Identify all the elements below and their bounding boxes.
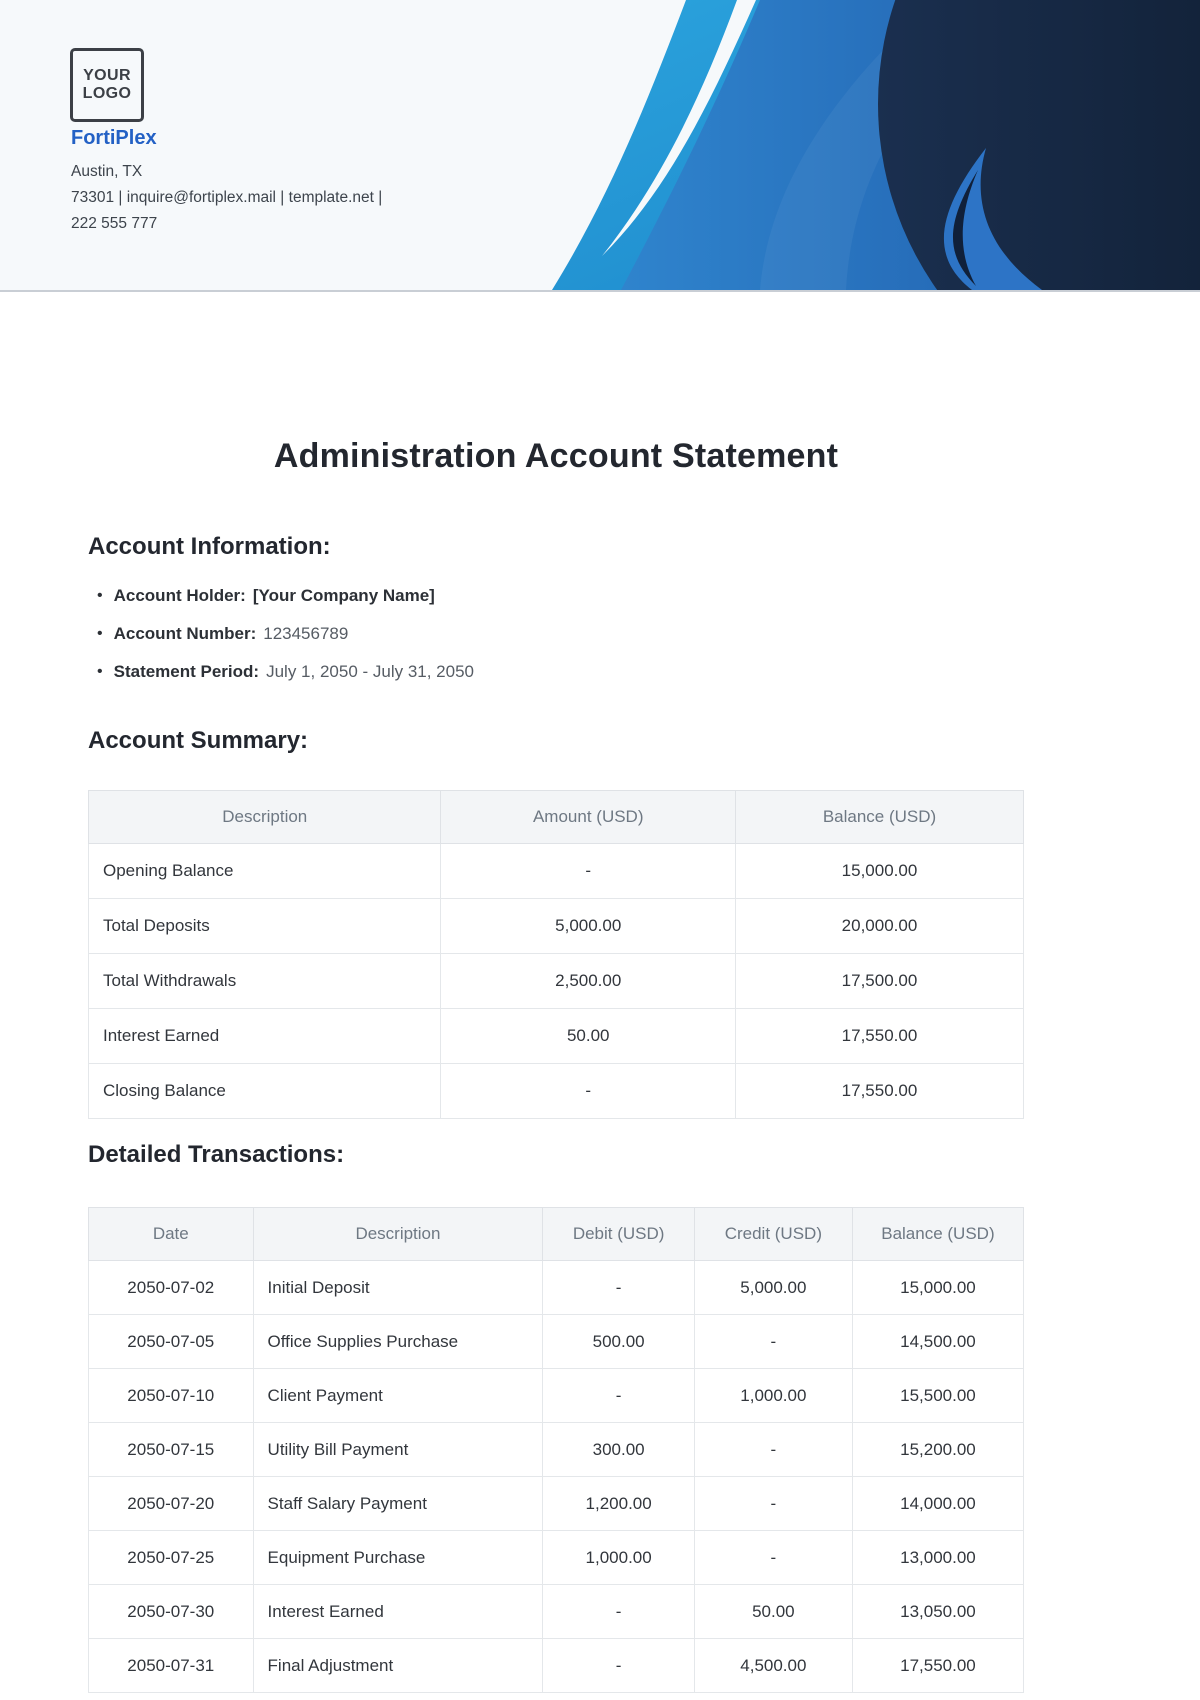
cell-description: Staff Salary Payment: [253, 1477, 543, 1531]
column-header: Debit (USD): [543, 1208, 694, 1261]
cell-balance: 15,000.00: [736, 844, 1024, 899]
table-row: [89, 1423, 1024, 1477]
column-header: Balance (USD): [736, 791, 1024, 844]
cell-balance: 15,200.00: [852, 1423, 1023, 1477]
table-row: [89, 1477, 1024, 1531]
detailed-transactions-heading: Detailed Transactions:: [88, 1141, 345, 1168]
table-row: [89, 1585, 1024, 1639]
cell-date: 2050-07-02: [89, 1261, 254, 1315]
cell-debit: -: [543, 1261, 694, 1315]
cell-debit: 300.00: [543, 1423, 694, 1477]
cell-date: 2050-07-20: [89, 1477, 254, 1531]
detailed-transactions-table: [88, 1207, 1024, 1693]
cell-credit: 5,000.00: [694, 1261, 852, 1315]
cell-date: 2050-07-05: [89, 1315, 254, 1369]
cell-debit: 500.00: [543, 1315, 694, 1369]
cell-debit: -: [543, 1369, 694, 1423]
table-row: [89, 1531, 1024, 1585]
table-row: [89, 1369, 1024, 1423]
cell-date: 2050-07-15: [89, 1423, 254, 1477]
cell-balance: 17,500.00: [736, 954, 1024, 1009]
cell-description: Client Payment: [253, 1369, 543, 1423]
cell-balance: 13,000.00: [852, 1531, 1023, 1585]
bullet-icon: •: [97, 625, 103, 642]
cell-description: Interest Earned: [89, 1009, 441, 1064]
header-band: [0, 0, 1200, 292]
cell-description: Closing Balance: [89, 1064, 441, 1119]
cell-description: Utility Bill Payment: [253, 1423, 543, 1477]
table-header-row: [89, 1208, 1024, 1261]
cell-balance: 20,000.00: [736, 899, 1024, 954]
page-title: Administration Account Statement: [273, 437, 839, 475]
table-row: [89, 1009, 1024, 1064]
cell-description: Opening Balance: [89, 844, 441, 899]
cell-amount: -: [441, 1064, 736, 1119]
bullet-icon: •: [97, 663, 103, 680]
column-header: Description: [89, 791, 441, 844]
account-summary-heading: Account Summary:: [88, 727, 309, 754]
cell-debit: 1,200.00: [543, 1477, 694, 1531]
address-line: 222 555 777: [71, 215, 158, 232]
table-row: [89, 1064, 1024, 1119]
table-row: [89, 844, 1024, 899]
item-value: 123456789: [263, 624, 349, 643]
address-line: Austin, TX: [71, 163, 143, 180]
column-header: Balance (USD): [852, 1208, 1023, 1261]
bullet-icon: •: [97, 587, 103, 604]
cell-credit: 1,000.00: [694, 1369, 852, 1423]
cell-amount: 2,500.00: [441, 954, 736, 1009]
table-row: [89, 1639, 1024, 1693]
item-label: Account Holder:: [113, 586, 246, 605]
cell-balance: 13,050.00: [852, 1585, 1023, 1639]
cell-balance: 14,000.00: [852, 1477, 1023, 1531]
cell-amount: -: [441, 844, 736, 899]
item-label: Account Number:: [113, 624, 257, 643]
table-row: [89, 1315, 1024, 1369]
cell-amount: 50.00: [441, 1009, 736, 1064]
account-information-list: [97, 577, 474, 691]
column-header: Date: [89, 1208, 254, 1261]
logo-text-line1: YOUR: [83, 66, 131, 84]
column-header: Amount (USD): [441, 791, 736, 844]
cell-description: Office Supplies Purchase: [253, 1315, 543, 1369]
cell-date: 2050-07-31: [89, 1639, 254, 1693]
cell-balance: 17,550.00: [736, 1009, 1024, 1064]
table-header-row: [89, 791, 1024, 844]
cell-date: 2050-07-30: [89, 1585, 254, 1639]
cell-description: Equipment Purchase: [253, 1531, 543, 1585]
cell-balance: 15,500.00: [852, 1369, 1023, 1423]
cell-date: 2050-07-25: [89, 1531, 254, 1585]
table-row: [89, 954, 1024, 1009]
cell-debit: -: [543, 1639, 694, 1693]
cell-balance: 14,500.00: [852, 1315, 1023, 1369]
table-row: [89, 899, 1024, 954]
item-value: [Your Company Name]: [252, 586, 435, 605]
column-header: Description: [253, 1208, 543, 1261]
cell-credit: -: [694, 1423, 852, 1477]
cell-credit: -: [694, 1315, 852, 1369]
company-name: FortiPlex: [71, 127, 157, 149]
account-summary-table: [88, 790, 1024, 1119]
cell-date: 2050-07-10: [89, 1369, 254, 1423]
list-item: [97, 577, 474, 615]
column-header: Credit (USD): [694, 1208, 852, 1261]
cell-credit: -: [694, 1477, 852, 1531]
cell-credit: 50.00: [694, 1585, 852, 1639]
cell-description: Total Withdrawals: [89, 954, 441, 1009]
cell-description: Final Adjustment: [253, 1639, 543, 1693]
cell-balance: 17,550.00: [852, 1639, 1023, 1693]
cell-credit: 4,500.00: [694, 1639, 852, 1693]
cell-balance: 17,550.00: [736, 1064, 1024, 1119]
wave-graphic: [0, 0, 1200, 290]
list-item: [97, 653, 474, 691]
cell-description: Initial Deposit: [253, 1261, 543, 1315]
address-line: 73301 | inquire@fortiplex.mail | template.net |: [71, 189, 383, 206]
cell-description: Interest Earned: [253, 1585, 543, 1639]
cell-balance: 15,000.00: [852, 1261, 1023, 1315]
cell-debit: 1,000.00: [543, 1531, 694, 1585]
item-label: Statement Period:: [113, 662, 260, 681]
company-address: [71, 159, 382, 237]
item-value: July 1, 2050 - July 31, 2050: [266, 662, 475, 681]
cell-credit: -: [694, 1531, 852, 1585]
logo-text-line2: LOGO: [82, 85, 132, 102]
account-information-heading: Account Information:: [88, 533, 331, 560]
list-item: [97, 615, 474, 653]
cell-debit: -: [543, 1585, 694, 1639]
cell-description: Total Deposits: [89, 899, 441, 954]
company-logo: [70, 48, 144, 122]
table-row: [89, 1261, 1024, 1315]
cell-amount: 5,000.00: [441, 899, 736, 954]
